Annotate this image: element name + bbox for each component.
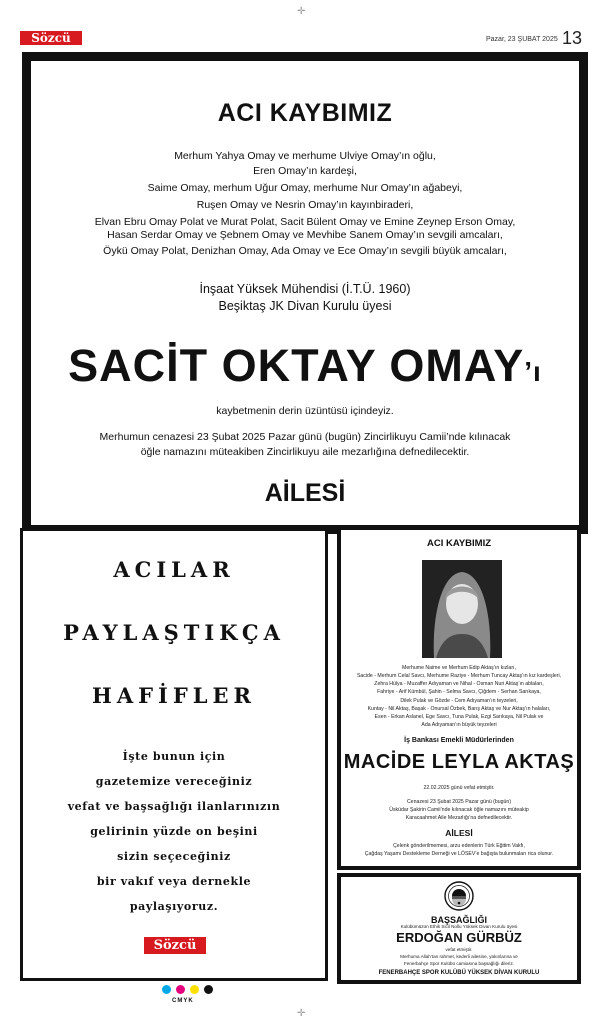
condolence-title: BAŞSAĞLIĞI [430, 915, 487, 925]
ad-body-line: bir vakıf veya dernekle [96, 875, 252, 888]
cmyk-label: CMYK [172, 998, 194, 1004]
aktas-family-line: Zehra Hülya - Muzaffer Adıyaman ve Nihal - Osman Nuri Aktaş’ın ablaları, [374, 681, 544, 687]
ad-headline: PAYLAŞTIKÇA [63, 620, 285, 645]
name-suffix: ’ı [524, 356, 542, 387]
profession-line: İnşaat Yüksek Mühendisi (İ.T.Ü. 1960) [199, 282, 411, 296]
ad-body-line: paylaşıyoruz. [129, 900, 219, 913]
portrait-photo [422, 560, 502, 658]
aktas-funeral-line: Cenazesi 23 Şubat 2025 Pazar günü (bugün) [406, 799, 512, 805]
aktas-request-line: Çağdaş Yaşamı Destekleme Derneği ve LÖSEV’e bağışta bulunmaları rica olunur. [364, 851, 554, 857]
club-emblem [444, 881, 474, 916]
aktas-family-line: Sacide - Merhum Celal Savcı, Merhume Raziye - Merhum Tuncay Aktaş’ın kız kardeşleri, [356, 673, 562, 679]
family-line: Hasan Serdar Omay ve Şebnem Omay ve Mevhibe Sanem Omay’ın sevgili amcaları, [107, 229, 503, 241]
family-line: Öykü Omay Polat, Denizhan Omay, Ada Omay ve Ece Omay’ın sevgili büyük amcaları, [103, 245, 507, 257]
aktas-title-line: İş Bankası Emekli Müdürlerinden [404, 737, 514, 744]
family-line: Merhum Yahya Omay ve merhume Ulviye Omay’ın oğlu, [174, 150, 436, 162]
cmyk-dot-cyan [162, 985, 171, 994]
club-emblem-icon [444, 881, 474, 911]
aktas-family-line: Ada Adıyaman’ın büyük teyzeleri [421, 722, 497, 728]
sozcu-logo: Sözcü [20, 31, 82, 45]
condolence-footer: FENERBAHÇE SPOR KULÜBÜ YÜKSEK DİVAN KURULU [378, 970, 540, 976]
ad-body-line: gelirinin yüzde on beşini [90, 825, 258, 838]
sozcu-logo-small: Sözcü [144, 937, 206, 954]
aktas-family-line: Kuntay - Nil Aktaş, Başak - Onursal Özbek, Barış Aktaş ve Nur Aktaş’ın halaları, [367, 706, 551, 712]
header-date: Pazar, 23 ŞUBAT 2025 [486, 36, 558, 43]
funeral-line: Merhumun cenazesi 23 Şubat 2025 Pazar günü (bugün) Zincirlikuyu Camii’nde kılınacak [99, 431, 511, 443]
condolence-intro: Kulübümüzün Ethik Sicil Nollu Yüksek Divan Kurulu üyesi [400, 924, 518, 929]
ad-body-line: vefat ve başsağlığı ilanlarınızın [67, 800, 281, 813]
cmyk-dot-yellow [190, 985, 199, 994]
condolence-name: ERDOĞAN GÜRBÜZ [396, 930, 522, 945]
aktas-request-line: Çelenk gönderilmemesi, arzu edenlerin Türk Eğitim Vakfı, [393, 843, 525, 849]
family-line: Eren Omay’ın kardeşi, [253, 165, 357, 177]
aktas-signature: AİLESİ [445, 828, 473, 838]
ad-headline: ACILAR [113, 557, 235, 582]
deceased-name-text: SACİT OKTAY OMAY [68, 340, 525, 391]
portrait-silhouette [422, 560, 502, 658]
ad-body-line: sizin seçeceğiniz [117, 850, 231, 863]
condolence-line: Merhuma Allah’tan rahmet, kederli ailesine, yakınlarına ve [400, 954, 518, 959]
aktas-deceased-name: MACİDE LEYLA AKTAŞ [343, 751, 575, 773]
registration-mark: ✛ [297, 6, 306, 17]
family-line: Saime Omay, merhum Uğur Omay, merhume Nur Omay’ın ağabeyi, [147, 182, 463, 194]
funeral-line: öğle namazını müteakiben Zincirlikuyu aile mezarlığına defnedilecektir. [140, 446, 470, 458]
obituary-title: ACI KAYBIMIZ [217, 99, 393, 127]
aktas-title: ACI KAYBIMIZ [426, 538, 492, 549]
profession-line: Beşiktaş JK Divan Kurulu üyesi [218, 299, 392, 313]
ad-headline: HAFİFLER [91, 683, 256, 708]
page-number: 13 [562, 28, 583, 48]
main-obituary [22, 52, 588, 534]
condolence-notice [337, 873, 581, 984]
aktas-funeral-line: Üsküdar Şakirin Camii’nde kılınacak öğle namazını müteakip [389, 807, 529, 813]
loss-line: kaybetmenin derin üzüntüsü içindeyiz. [216, 405, 394, 417]
aktas-family-line: Fahriye - Arif Kümbül, Şahin - Selma Savcı, Çiğdem - Serhan Sarıkaya, [377, 689, 541, 695]
aktas-date-line: 22.02.2025 günü vefat etmiştir. [423, 785, 495, 791]
aktas-family-line: Esen - Erkan Aslanel, Ege Savcı, Tuna Pulak, Ezgi Sarıkaya, Nil Pulak ve [374, 714, 544, 720]
family-line: Ruşen Omay ve Nesrin Omay’ın kayınbiraderi, [196, 199, 414, 211]
aktas-family-line: Dilek Pulak ve Gözde - Cem Adıyaman’ın teyzeleri, [400, 698, 518, 704]
obituary-signature: AİLESİ [264, 479, 346, 507]
condolence-line: Fenerbahçe Spor Kulübü camiasına başsağlığı dileriz. [403, 961, 515, 966]
ad-body-line: gazetemize vereceğiniz [95, 775, 253, 788]
cmyk-dot-black [204, 985, 213, 994]
ad-body-line: İşte bunun için [122, 750, 226, 763]
aktas-family-line: Merhume Naime ve Merhum Edip Aktaş’ın kızları, [402, 665, 516, 671]
condolence-line: vefat etmiştir. [445, 947, 473, 952]
deceased-name [31, 340, 579, 392]
aktas-obituary [337, 526, 581, 870]
aktas-funeral-line: Karacaahmet Aile Mezarlığı’na defnedilecektir. [405, 815, 513, 821]
registration-mark-bottom: ✛ [297, 1008, 306, 1019]
family-line: Elvan Ebru Omay Polat ve Murat Polat, Sacit Bülent Omay ve Emine Zeynep Erson Omay, [94, 216, 516, 228]
cmyk-dot-magenta [176, 985, 185, 994]
charity-ad [20, 528, 328, 981]
